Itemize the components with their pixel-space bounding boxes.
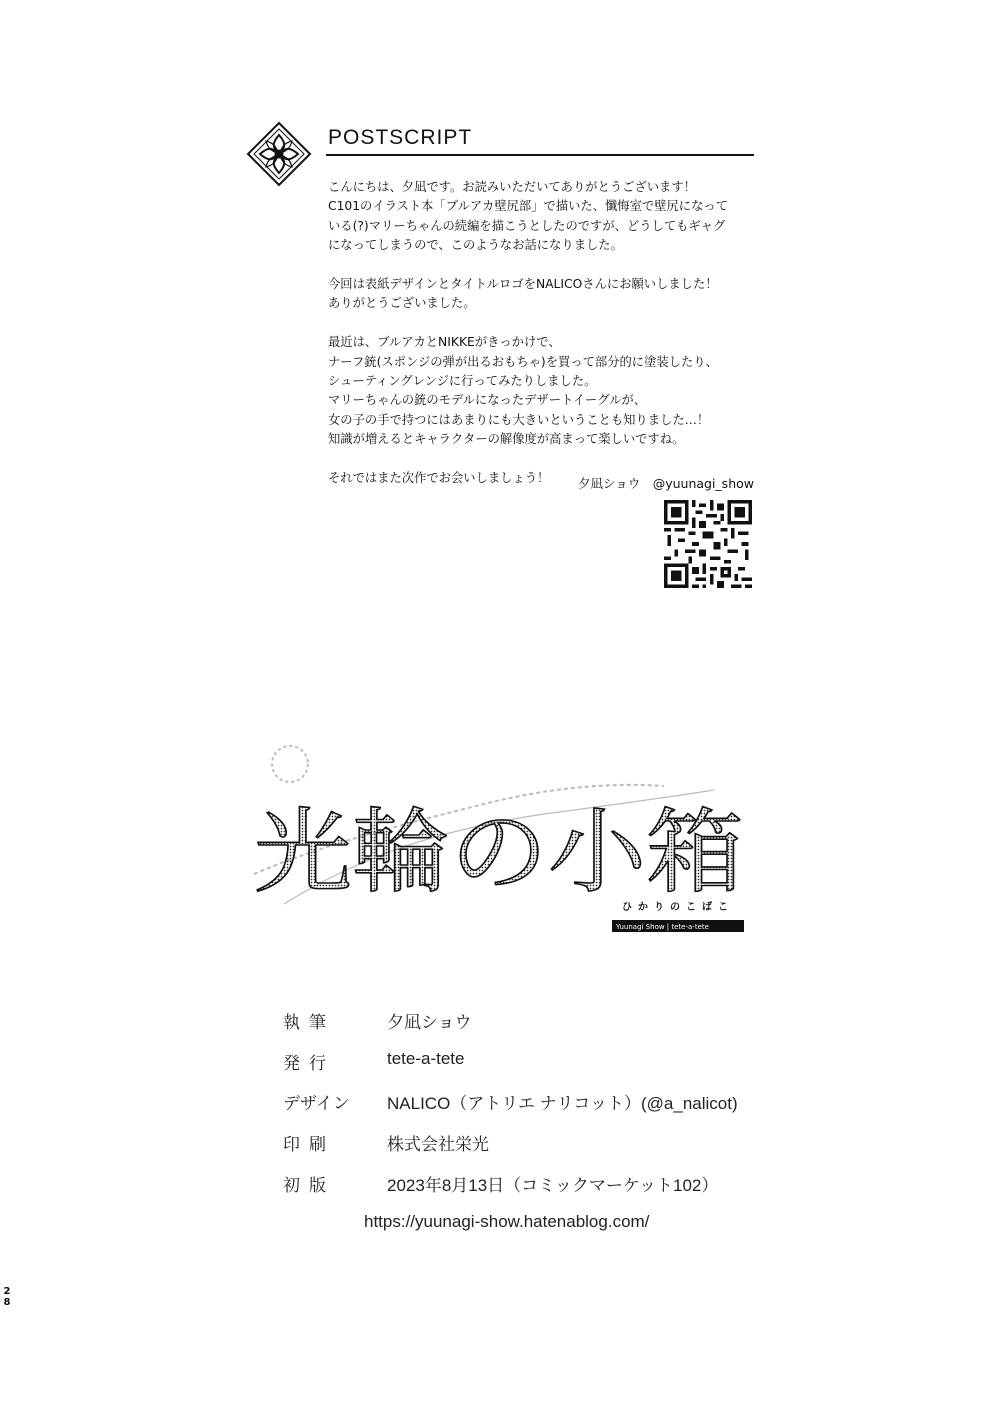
postscript-paragraph xyxy=(328,275,768,314)
colophon-value: 夕凪ショウ xyxy=(387,1013,472,1032)
colophon-row xyxy=(283,1049,803,1090)
postscript-body xyxy=(328,178,768,508)
text-line: 知識が増えるとキャラクターの解像度が高まって楽しいですね。 xyxy=(328,432,685,447)
colophon-row xyxy=(283,1008,803,1049)
text-line: シューティングレンジに行ってみたりしました。 xyxy=(328,374,597,389)
text-line: こんにちは、夕凪です。お読みいただいてありがとうございます！ xyxy=(328,180,696,194)
logo-credit: Yuunagi Show | tete-a-tete xyxy=(616,923,709,931)
text-line: マリーちゃんの銃のモデルになったデザートイーグルが、 xyxy=(328,393,647,408)
colophon-value: 株式会社栄光 xyxy=(387,1135,489,1155)
website-link[interactable]: https://yuunagi-show.hatenablog.com/ xyxy=(364,1212,650,1231)
author-signature: 夕凪ショウ @yuunagi_show xyxy=(577,476,754,491)
colophon-value: 2023年8月13日（コミックマーケット102） xyxy=(387,1175,719,1195)
colophon-label: 発行 xyxy=(283,1053,335,1073)
text-line: 今回は表紙デザインとタイトルロゴをNALICOさんにお願いしました！ xyxy=(328,277,718,292)
text-line: になってしまうので、このようなお話になりました。 xyxy=(328,238,623,253)
page-number: 28 xyxy=(3,1286,11,1308)
colophon-row xyxy=(283,1171,803,1212)
colophon-row xyxy=(283,1089,803,1130)
colophon-label: デザイン xyxy=(283,1094,350,1114)
colophon-value: tete-a-tete xyxy=(387,1048,465,1068)
text-line: ありがとうございました。 xyxy=(328,296,476,311)
postscript-heading: POSTSCRIPT xyxy=(328,126,473,149)
qr-code-icon[interactable] xyxy=(663,500,753,588)
text-line: C101のイラスト本「ブルアカ壁尻部」で描いた、懺悔室で壁尻になって xyxy=(328,199,728,214)
text-line: 最近は、ブルアカとNIKKEがきっかけで、 xyxy=(328,335,561,350)
colophon-label: 執筆 xyxy=(283,1013,335,1032)
colophon-value: NALICO（アトリエ ナリコット）(@a_nalicot) xyxy=(387,1094,738,1114)
colophon xyxy=(283,1008,803,1211)
heading-divider xyxy=(326,154,754,156)
postscript-paragraph xyxy=(328,333,768,449)
logo-title: 光輪の小箱 xyxy=(254,799,744,906)
postscript-paragraph xyxy=(328,178,768,256)
text-line: ナーフ銃(スポンジの弾が出るおもちゃ)を買って部分的に塗装したり、 xyxy=(328,354,718,369)
text-line: 女の子の手で持つにはあまりにも大きいということも知りました…！ xyxy=(328,412,710,427)
logo-reading: ひかりのこばこ xyxy=(622,902,734,913)
title-logo xyxy=(244,734,760,944)
text-line: それではまた次作でお会いしましょう！ xyxy=(328,471,550,486)
colophon-label: 初版 xyxy=(283,1175,335,1195)
floral-emblem-icon xyxy=(246,121,312,187)
colophon-row xyxy=(283,1130,803,1171)
text-line: いる(?)マリーちゃんの続編を描こうとしたのですが、どうしてもギャグ xyxy=(328,218,726,233)
colophon-label: 印刷 xyxy=(283,1135,335,1155)
